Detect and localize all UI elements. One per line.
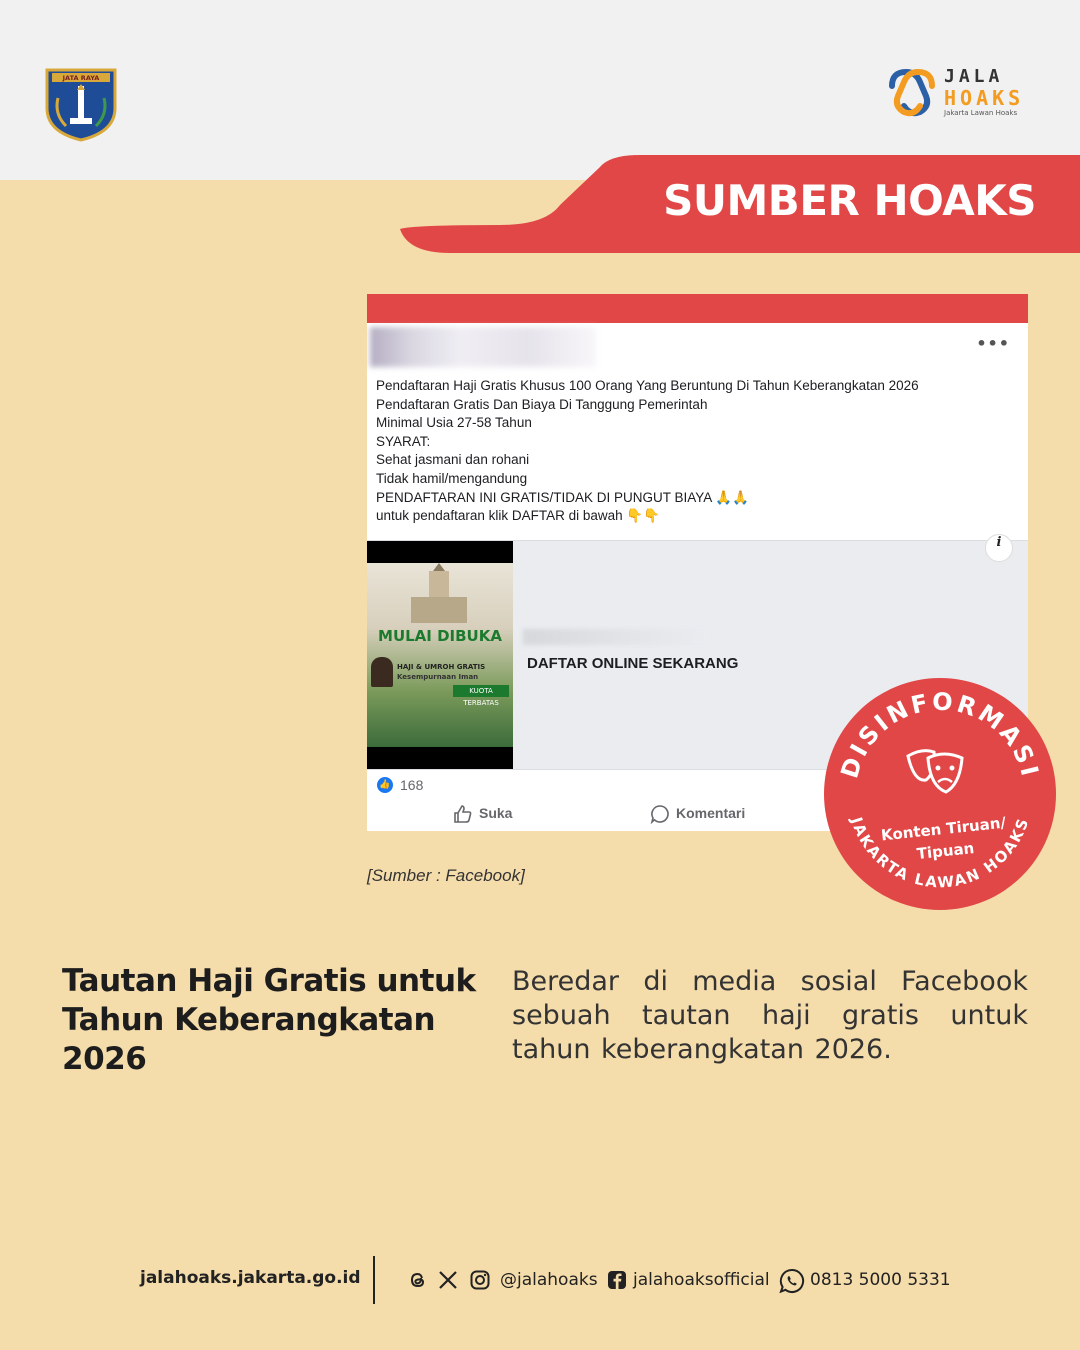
- thumbnail-headline: MULAI DIBUKA: [378, 627, 502, 645]
- footer-divider: [373, 1256, 375, 1304]
- banner-title: SUMBER HOAKS: [663, 176, 1036, 225]
- source-caption: [Sumber : Facebook]: [367, 866, 525, 885]
- thumbnail-image: [367, 563, 513, 747]
- link-thumbnail: [367, 541, 513, 769]
- person-icon: [371, 657, 393, 687]
- comment-icon: [650, 804, 670, 824]
- whatsapp-number[interactable]: 0813 5000 5331: [810, 1270, 951, 1290]
- post-top-bar: [367, 294, 1028, 323]
- threads-icon[interactable]: [407, 1269, 429, 1291]
- post-line: Pendaftaran Haji Gratis Khusus 100 Orang Yang Beruntung Di Tahun Keberangkatan 2026: [376, 378, 919, 393]
- stamp-label-line2: Tipuan: [915, 839, 976, 863]
- jakarta-seal-logo: [44, 68, 118, 142]
- x-icon[interactable]: [437, 1269, 459, 1291]
- link-title[interactable]: DAFTAR ONLINE SEKARANG: [527, 655, 739, 672]
- article-description: Beredar di media sosial Facebook sebuah tautan haji gratis untuk tahun keberangkatan 2026.: [512, 966, 1028, 1065]
- thumbnail-badge: KUOTA TERBATAS: [453, 685, 509, 697]
- jata-seal-text: JATA RAYA: [62, 74, 100, 82]
- disinformation-stamp: [822, 676, 1058, 912]
- like-reaction-icon: 👍: [377, 777, 393, 793]
- post-line: PENDAFTARAN INI GRATIS/TIDAK DI PUNGUT BIAYA 🙏🙏: [376, 489, 749, 505]
- tower-icon: [367, 563, 513, 623]
- brand-knot-icon: [886, 66, 938, 118]
- jala-hoaks-logo: [886, 66, 1036, 122]
- whatsapp-icon[interactable]: [779, 1268, 805, 1294]
- footer: [0, 1254, 1080, 1306]
- post-line: Minimal Usia 27-58 Tahun: [376, 415, 532, 431]
- stamp-bottom-arc: JAKARTA LAWAN HOAKS: [847, 814, 1033, 892]
- thumbnail-subtitle-2: Kesempurnaan Iman: [397, 673, 479, 681]
- comment-button-label: Komentari: [676, 805, 746, 821]
- brand-name-hoaks: HOAKS: [944, 86, 1025, 110]
- like-count: 168: [400, 777, 424, 793]
- like-button-label: Suka: [479, 805, 513, 821]
- website-link[interactable]: jalahoaks.jakarta.go.id: [140, 1268, 361, 1288]
- stamp-top-arc: DISINFORMASI: [835, 687, 1045, 782]
- post-line: untuk pendaftaran klik DAFTAR di bawah 👇👇: [376, 508, 660, 524]
- blurred-author: [370, 327, 596, 367]
- thumbs-up-icon: [453, 804, 473, 824]
- brand-tagline: Jakarta Lawan Hoaks: [944, 109, 1018, 117]
- post-line: SYARAT:: [376, 433, 431, 449]
- article-title: Tautan Haji Gratis untuk Tahun Keberangkatan 2026: [62, 963, 476, 1077]
- blurred-link-domain: [523, 629, 709, 645]
- facebook-icon[interactable]: [606, 1269, 628, 1291]
- stamp-label-line1: Konten Tiruan/: [880, 813, 1007, 845]
- post-line: Sehat jasmani dan rohani: [376, 452, 530, 468]
- more-dots-icon[interactable]: •••: [976, 334, 1010, 353]
- facebook-handle[interactable]: jalahoaksofficial: [633, 1270, 770, 1290]
- thumbnail-subtitle: HAJI & UMROH GRATIS: [397, 663, 486, 671]
- post-line: Pendaftaran Gratis Dan Biaya Di Tanggung Pemerintah: [376, 396, 708, 412]
- brand-name-jala: JALA: [944, 66, 1004, 87]
- info-icon[interactable]: i: [985, 534, 1013, 562]
- post-line: Tidak hamil/mengandung: [376, 470, 528, 486]
- social-handle[interactable]: @jalahoaks: [500, 1270, 598, 1290]
- post-text: [376, 377, 1016, 526]
- instagram-icon[interactable]: [469, 1269, 491, 1291]
